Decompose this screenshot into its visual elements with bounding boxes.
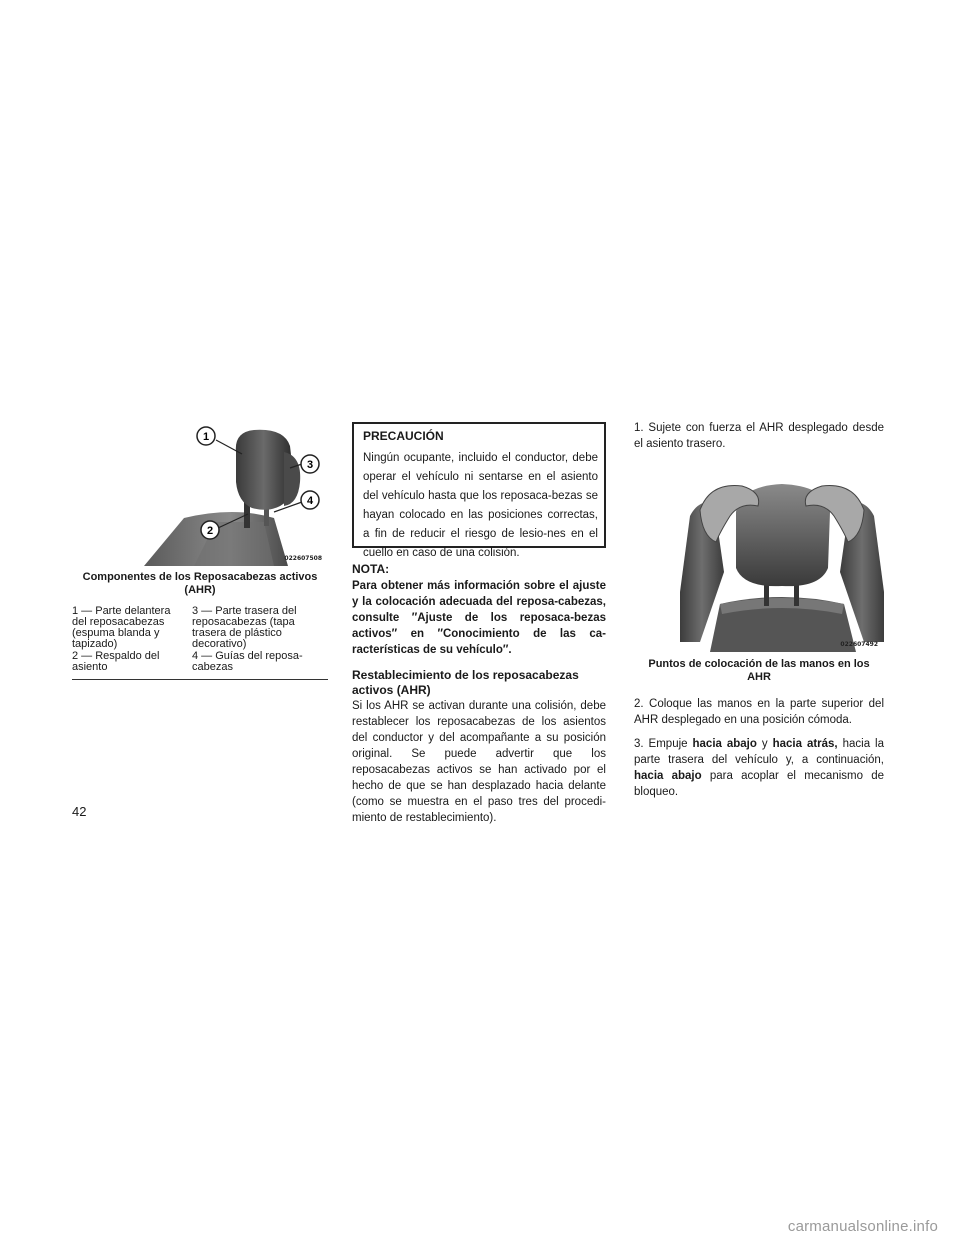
section-heading [352, 668, 606, 698]
step-3-bold-back: hacia atrás, [772, 738, 838, 750]
figure1-caption [72, 571, 328, 597]
step-3-text-c: y [756, 738, 773, 750]
figure1-column [72, 422, 328, 680]
note-body: Para obtener más información sobre el ajuste y la colocación adecuada del reposa-cabezas, consulte ″Ajuste de los reposaca-bezas activos″ en ″Conocimiento de las ca-racterísticas de su vehículo″. [352, 580, 606, 656]
legend-item-3: 3 — Parte trasera del reposacabezas (tapa trasera de plástico decorativo) [192, 605, 297, 650]
hands-on-headrest-drawing [680, 472, 884, 652]
step-1: 1. Sujete con fuerza el AHR desplegado desde el asiento trasero. [634, 422, 884, 450]
headrest-components-illustration [124, 422, 328, 566]
section-heading-line1: Restablecimiento de los reposacabezas [352, 668, 579, 682]
step-3-text-g: para acoplar el mecanismo de bloqueo. [634, 770, 884, 798]
figure1-code: 022607508 [284, 555, 322, 562]
step-3-bold-down: hacia abajo [692, 738, 757, 750]
callout-2-label: 2 [206, 525, 214, 537]
watermark-footer: carmanualsonline.info [787, 1218, 938, 1235]
callout-3-label: 3 [306, 459, 314, 471]
legend-item-4: 4 — Guías del reposa-cabezas [192, 650, 303, 673]
callout-1-label: 1 [202, 431, 210, 443]
warning-title: PRECAUCIÓN [363, 429, 444, 443]
figure1-caption-line1: Componentes de los Reposacabezas activos [82, 571, 318, 583]
headrest-side-view-drawing [124, 422, 328, 566]
step-3 [634, 736, 884, 800]
hand-placement-illustration [680, 472, 884, 652]
text-column-middle [352, 422, 606, 826]
page-number: 42 [72, 804, 87, 819]
note-title: NOTA: [352, 562, 390, 576]
text-column-right [634, 420, 884, 800]
legend-divider [72, 679, 328, 680]
section-heading-line2: activos (AHR) [352, 683, 431, 697]
step-2: 2. Coloque las manos en la parte superior del AHR desplegado en una posición cómoda. [634, 698, 884, 726]
warning-body: Ningún ocupante, incluido el conductor, debe operar el vehículo ni sentarse en el asiento del vehículo hasta que los reposaca-bezas se hayan colocado en las posiciones correctas, a fin de reducir el riesgo de lesio-nes en el cuello en caso de una colisión. [363, 452, 598, 559]
legend-item-2: 2 — Respaldo del asiento [72, 650, 160, 673]
legend-item-1: 1 — Parte delantera del reposacabezas (espuma blanda y tapizado) [72, 605, 171, 650]
figure1-caption-line2: (AHR) [184, 584, 216, 596]
warning-box [352, 422, 606, 559]
step-3-text-e: hacia la parte trasera del vehículo y, a continuación, [634, 738, 884, 766]
step-3-bold-down-2: hacia abajo [634, 770, 702, 782]
figure2-caption-line2: AHR [747, 671, 771, 683]
section-body: Si los AHR se activan durante una colisión, debe restablecer los reposacabezas de los asientos del conductor y del acompañante a su posición original. Se puede advertir que los reposacabezas activos se han activado por el hecho de que se han desplazado hacia delante (como se muestra en el paso tres del procedi-miento de restablecimiento). [352, 700, 606, 824]
parts-legend [72, 606, 328, 674]
figure2-code: 022607492 [840, 641, 878, 648]
callout-4-label: 4 [306, 495, 314, 507]
step-3-text-a: 3. Empuje [634, 738, 693, 750]
figure2-caption-line1: Puntos de colocación de las manos en los [648, 658, 870, 670]
figure2-caption [634, 658, 884, 684]
